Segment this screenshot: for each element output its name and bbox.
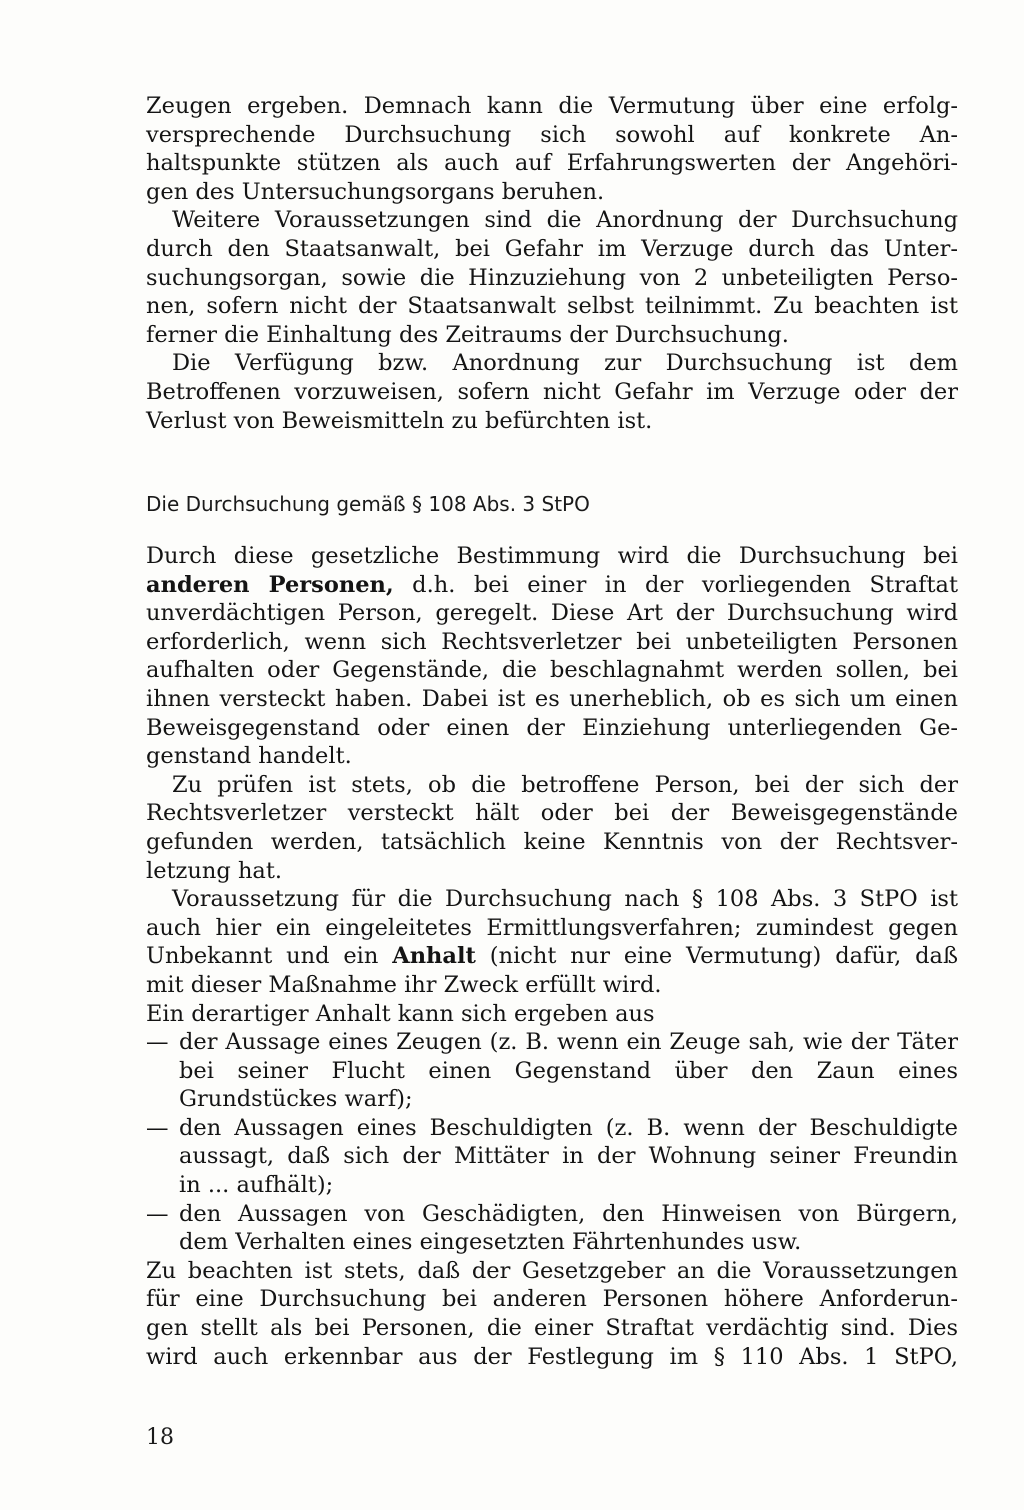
text-line: Betroffenen vorzuweisen, sofern nicht Gefahr im Verzuge oder der — [146, 378, 958, 405]
page-number: 18 — [146, 1425, 174, 1450]
text-line: auch hier ein eingeleitetes Ermittlungsverfahren; zumindest gegen — [146, 914, 958, 941]
text-line: suchungsorgan, sowie die Hinzuziehung von 2 unbeteiligten Perso- — [146, 264, 958, 291]
text-line: wird auch erkennbar aus der Festlegung im § 110 Abs. 1 StPO, — [146, 1343, 958, 1370]
text-line: Die Verfügung bzw. Anordnung zur Durchsuchung ist dem — [172, 350, 958, 377]
text-line: Zu prüfen ist stets, ob die betroffene Person, bei der sich der — [172, 771, 958, 798]
text-line: Weitere Voraussetzungen sind die Anordnung der Durchsuchung — [172, 207, 958, 234]
text-line: Durch diese gesetzliche Bestimmung wird die Durchsuchung bei — [146, 543, 958, 569]
text-line: letzung hat. — [146, 857, 283, 884]
text-line: aussagt, daß sich der Mittäter in der Wohnung seiner Freundin — [179, 1143, 958, 1170]
text-line: Rechtsverletzer versteckt hält oder bei der Beweisgegenstände — [146, 800, 958, 827]
text-line: Verlust von Beweismitteln zu befürchten ist. — [146, 407, 653, 434]
section-2-text — [146, 542, 958, 1371]
text-line: aufhalten oder Gegenstände, die beschlagnahmt werden sollen, bei — [146, 657, 958, 684]
text-line: für eine Durchsuchung bei anderen Personen höhere Anforderun- — [146, 1286, 958, 1313]
text-line: versprechende Durchsuchung sich sowohl auf konkrete An- — [146, 121, 958, 148]
text-line: gen des Untersuchungsorgans beruhen. — [146, 178, 605, 205]
text-line: gefunden werden, tatsächlich keine Kenntnis von der Rechtsver- — [146, 828, 958, 855]
text-line: Beweisgegenstand oder einen der Einziehung unterliegenden Ge- — [146, 714, 958, 741]
list-item — [146, 1028, 958, 1114]
dash-bullet: — — [146, 1200, 169, 1227]
text-line: Zeugen ergeben. Demnach kann die Vermutung über eine erfolg- — [146, 93, 958, 119]
text-line: den Aussagen eines Beschuldigten (z. B. wenn der Beschuldigte — [179, 1114, 958, 1141]
section-heading: Die Durchsuchung gemäß § 108 Abs. 3 StPO — [146, 492, 590, 516]
text-line: haltspunkte stützen als auch auf Erfahrungswerten der Angehöri- — [146, 150, 958, 177]
section-1-text — [146, 92, 958, 435]
text-line: in ... aufhält); — [179, 1172, 334, 1199]
text-line: Zu beachten ist stets, daß der Gesetzgeber an die Voraussetzungen — [146, 1257, 958, 1284]
text-line: Voraussetzung für die Durchsuchung nach § 108 Abs. 3 StPO ist — [172, 886, 958, 913]
text-line: ferner die Einhaltung des Zeitraums der Durchsuchung. — [146, 321, 789, 348]
text-line: unverdächtigen Person, geregelt. Diese Art der Durchsuchung wird — [146, 600, 958, 627]
bold-term: Anhalt — [392, 943, 476, 970]
text-line: erforderlich, wenn sich Rechtsverletzer bei unbeteiligten Personen — [146, 628, 958, 655]
text-line: Grundstückes warf); — [179, 1086, 413, 1113]
text-line: anderen Personen, d.h. bei einer in der vorliegenden Straftat — [146, 571, 958, 598]
text-line: der Aussage eines Zeugen (z. B. wenn ein Zeuge sah, wie der Täter — [179, 1029, 958, 1056]
text-line: Unbekannt und ein Anhalt (nicht nur eine Vermutung) dafür, daß — [146, 943, 958, 970]
text-line: nen, sofern nicht der Staatsanwalt selbst teilnimmt. Zu beachten ist — [146, 293, 958, 320]
bold-term: anderen Personen, — [146, 571, 394, 598]
text-line: durch den Staatsanwalt, bei Gefahr im Verzuge durch das Unter- — [146, 235, 958, 262]
dash-bullet: — — [146, 1114, 169, 1141]
list-item — [146, 1114, 958, 1200]
text-line: genstand handelt. — [146, 743, 352, 770]
dash-bullet: — — [146, 1029, 169, 1056]
text-line: dem Verhalten eines eingesetzten Fährtenhundes usw. — [179, 1229, 802, 1256]
list-item — [146, 1200, 958, 1257]
text-line: Ein derartiger Anhalt kann sich ergeben aus — [146, 1000, 655, 1027]
text-line: ihnen versteckt haben. Dabei ist es unerheblich, ob es sich um einen — [146, 685, 958, 712]
text-line: gen stellt als bei Personen, die einer Straftat verdächtig sind. Dies — [146, 1315, 958, 1342]
text-line: mit dieser Maßnahme ihr Zweck erfüllt wird. — [146, 971, 662, 998]
text-line: bei seiner Flucht einen Gegenstand über den Zaun eines — [179, 1057, 958, 1084]
text-line: den Aussagen von Geschädigten, den Hinweisen von Bürgern, — [179, 1200, 958, 1227]
